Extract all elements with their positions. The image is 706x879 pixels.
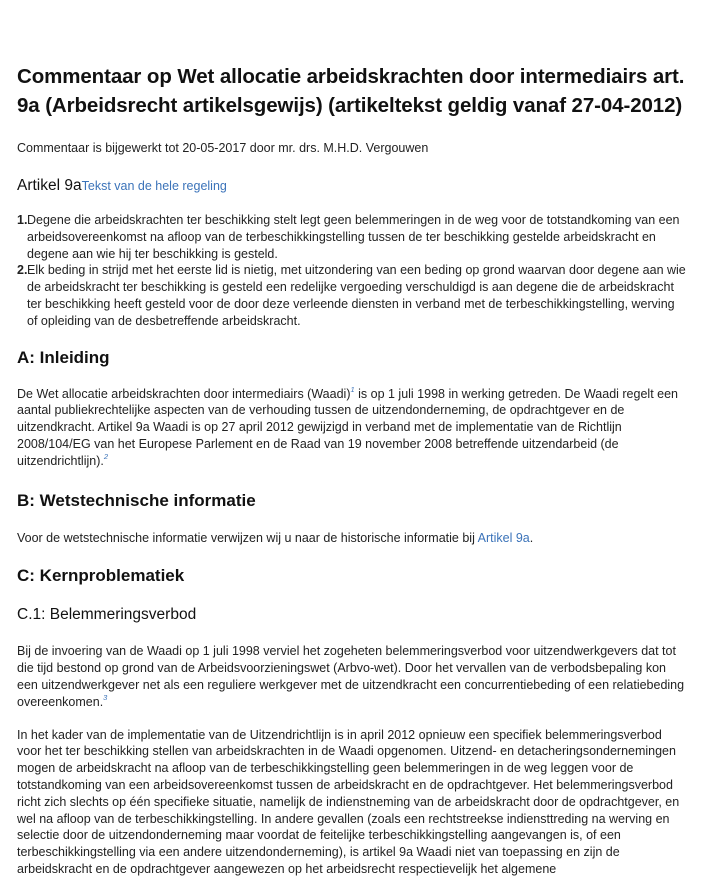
section-c1-paragraph-1 — [17, 643, 688, 710]
paragraph-number: 1. — [17, 213, 28, 227]
article-paragraphs-list — [17, 212, 688, 330]
footnote-ref-2[interactable]: 2 — [103, 451, 109, 461]
article-paragraph-2 — [17, 262, 688, 329]
section-b-heading: B: Wetstechnische informatie — [17, 490, 256, 510]
section-a-paragraph — [17, 386, 688, 470]
paragraph-text: Degene die arbeidskrachten ter beschikking stelt legt geen belemmeringen in de weg voor de totstandkoming van een arbeidsovereenkomst na afloop van de terbeschikkingstelling tussen de ter beschikking gestelde arbeidskracht en degene aan wie hij ter beschikking is gesteld. — [27, 213, 680, 261]
paragraph-text: Bij de invoering van de Waadi op 1 juli 1998 verviel het zogeheten belemmeringsverbod voor uitzendwerkgevers dat tot die tijd bestond op grond van de Arbeidsvoorzieningswet (Arbvo-wet). Door het vervallen van de verbodsbepaling kon een uitzendwerkgever net als een reguliere werkgever met de uitzendkracht een concurrentiebeding of een relatiebeding overeenkomen. — [17, 644, 685, 709]
section-c-heading: C: Kernproblematiek — [17, 566, 185, 586]
page-title: Commentaar op Wet allocatie arbeidskrachten door intermediairs art. 9a (Arbeidsrecht artikelsgewijs) (artikeltekst geldig vanaf 27-04-2012) — [17, 65, 685, 117]
article-header — [17, 176, 688, 196]
paragraph-text: Elk beding in strijd met het eerste lid is nietig, met uitzondering van een beding op grond waarvan door degene aan wie de arbeidskracht ter beschikking is gesteld een redelijke vergoeding verschuldigd is aan degene die de arbeidskracht ter beschikking heeft gesteld voor de door deze verleende diensten in verband met de terbeschikkingstelling, werving of opleiding van de desbetreffende arbeidskracht. — [27, 263, 686, 328]
full-regulation-link[interactable]: Tekst van de hele regeling — [81, 179, 227, 193]
updated-notice: Commentaar is bijgewerkt tot 20-05-2017 door mr. drs. M.H.D. Vergouwen — [17, 141, 429, 155]
article-title: Artikel 9a — [17, 177, 82, 194]
section-c1-paragraph-2: In het kader van de implementatie van de Uitzendrichtlijn is in april 2012 opnieuw een specifiek belemmeringsverbod voor het ter beschikking stellen van arbeidskrachten in de Waadi opgenomen. Uitzend- en detacheringsondernemingen mogen de arbeidskracht na afloop van de terbeschikkingstelling geen belemmeringen in de weg leggen voor de totstandkoming van een arbeidsovereenkomst tussen de arbeidskracht en de opdrachtgever. Het belemmeringsverbod richt zich slechts op één specifieke situatie, namelijk de indienstneming van de arbeidskracht door de opdrachtgever, en wel na afloop van de terbeschikkingstelling. In andere gevallen (zoals een rechtstreekse indiensttreding na werving en selectie door de uitzendonderneming maar voordat de feitelijke terbeschikkingstelling aangevangen is, of een terbeschikkingstelling via een andere uitzendonderneming), is artikel 9a Waadi niet van toepassing en zijn de arbeidskracht en de opdrachtgever aangewezen op het arbeidsrecht respectievelijk het algemene — [17, 727, 680, 876]
paragraph-number: 2. — [17, 263, 28, 278]
paragraph-text: . — [529, 530, 534, 545]
paragraph-text: is op 1 juli 1998 in werking getreden. De Waadi regelt een aantal publiekrechtelijke aspecten van de verhouding tussen de uitzendonderneming, de opdrachtgever en de uitzendkracht. Artikel 9a Waadi is op 27 april 2012 gewijzigd in verband met de implementatie van de Richtlijn 2008/104/EG van het Europese Parlement en de Raad van 19 november 2008 betreffende uitzendarbeid (de uitzendrichtlijn). — [17, 386, 678, 468]
article-9a-history-link[interactable]: Artikel 9a — [477, 530, 530, 545]
section-a-heading: A: Inleiding — [17, 347, 110, 367]
article-paragraph-1 — [17, 212, 688, 262]
footnote-ref-3[interactable]: 3 — [103, 692, 108, 702]
section-c1-heading: C.1: Belemmeringsverbod — [17, 606, 197, 624]
section-b-paragraph — [17, 530, 688, 547]
paragraph-text: De Wet allocatie arbeidskrachten door intermediairs (Waadi) — [17, 386, 351, 401]
paragraph-text: Voor de wetstechnische informatie verwijzen wij u naar de historische informatie bij — [17, 530, 478, 545]
footnote-ref-1[interactable]: 1 — [350, 384, 355, 394]
